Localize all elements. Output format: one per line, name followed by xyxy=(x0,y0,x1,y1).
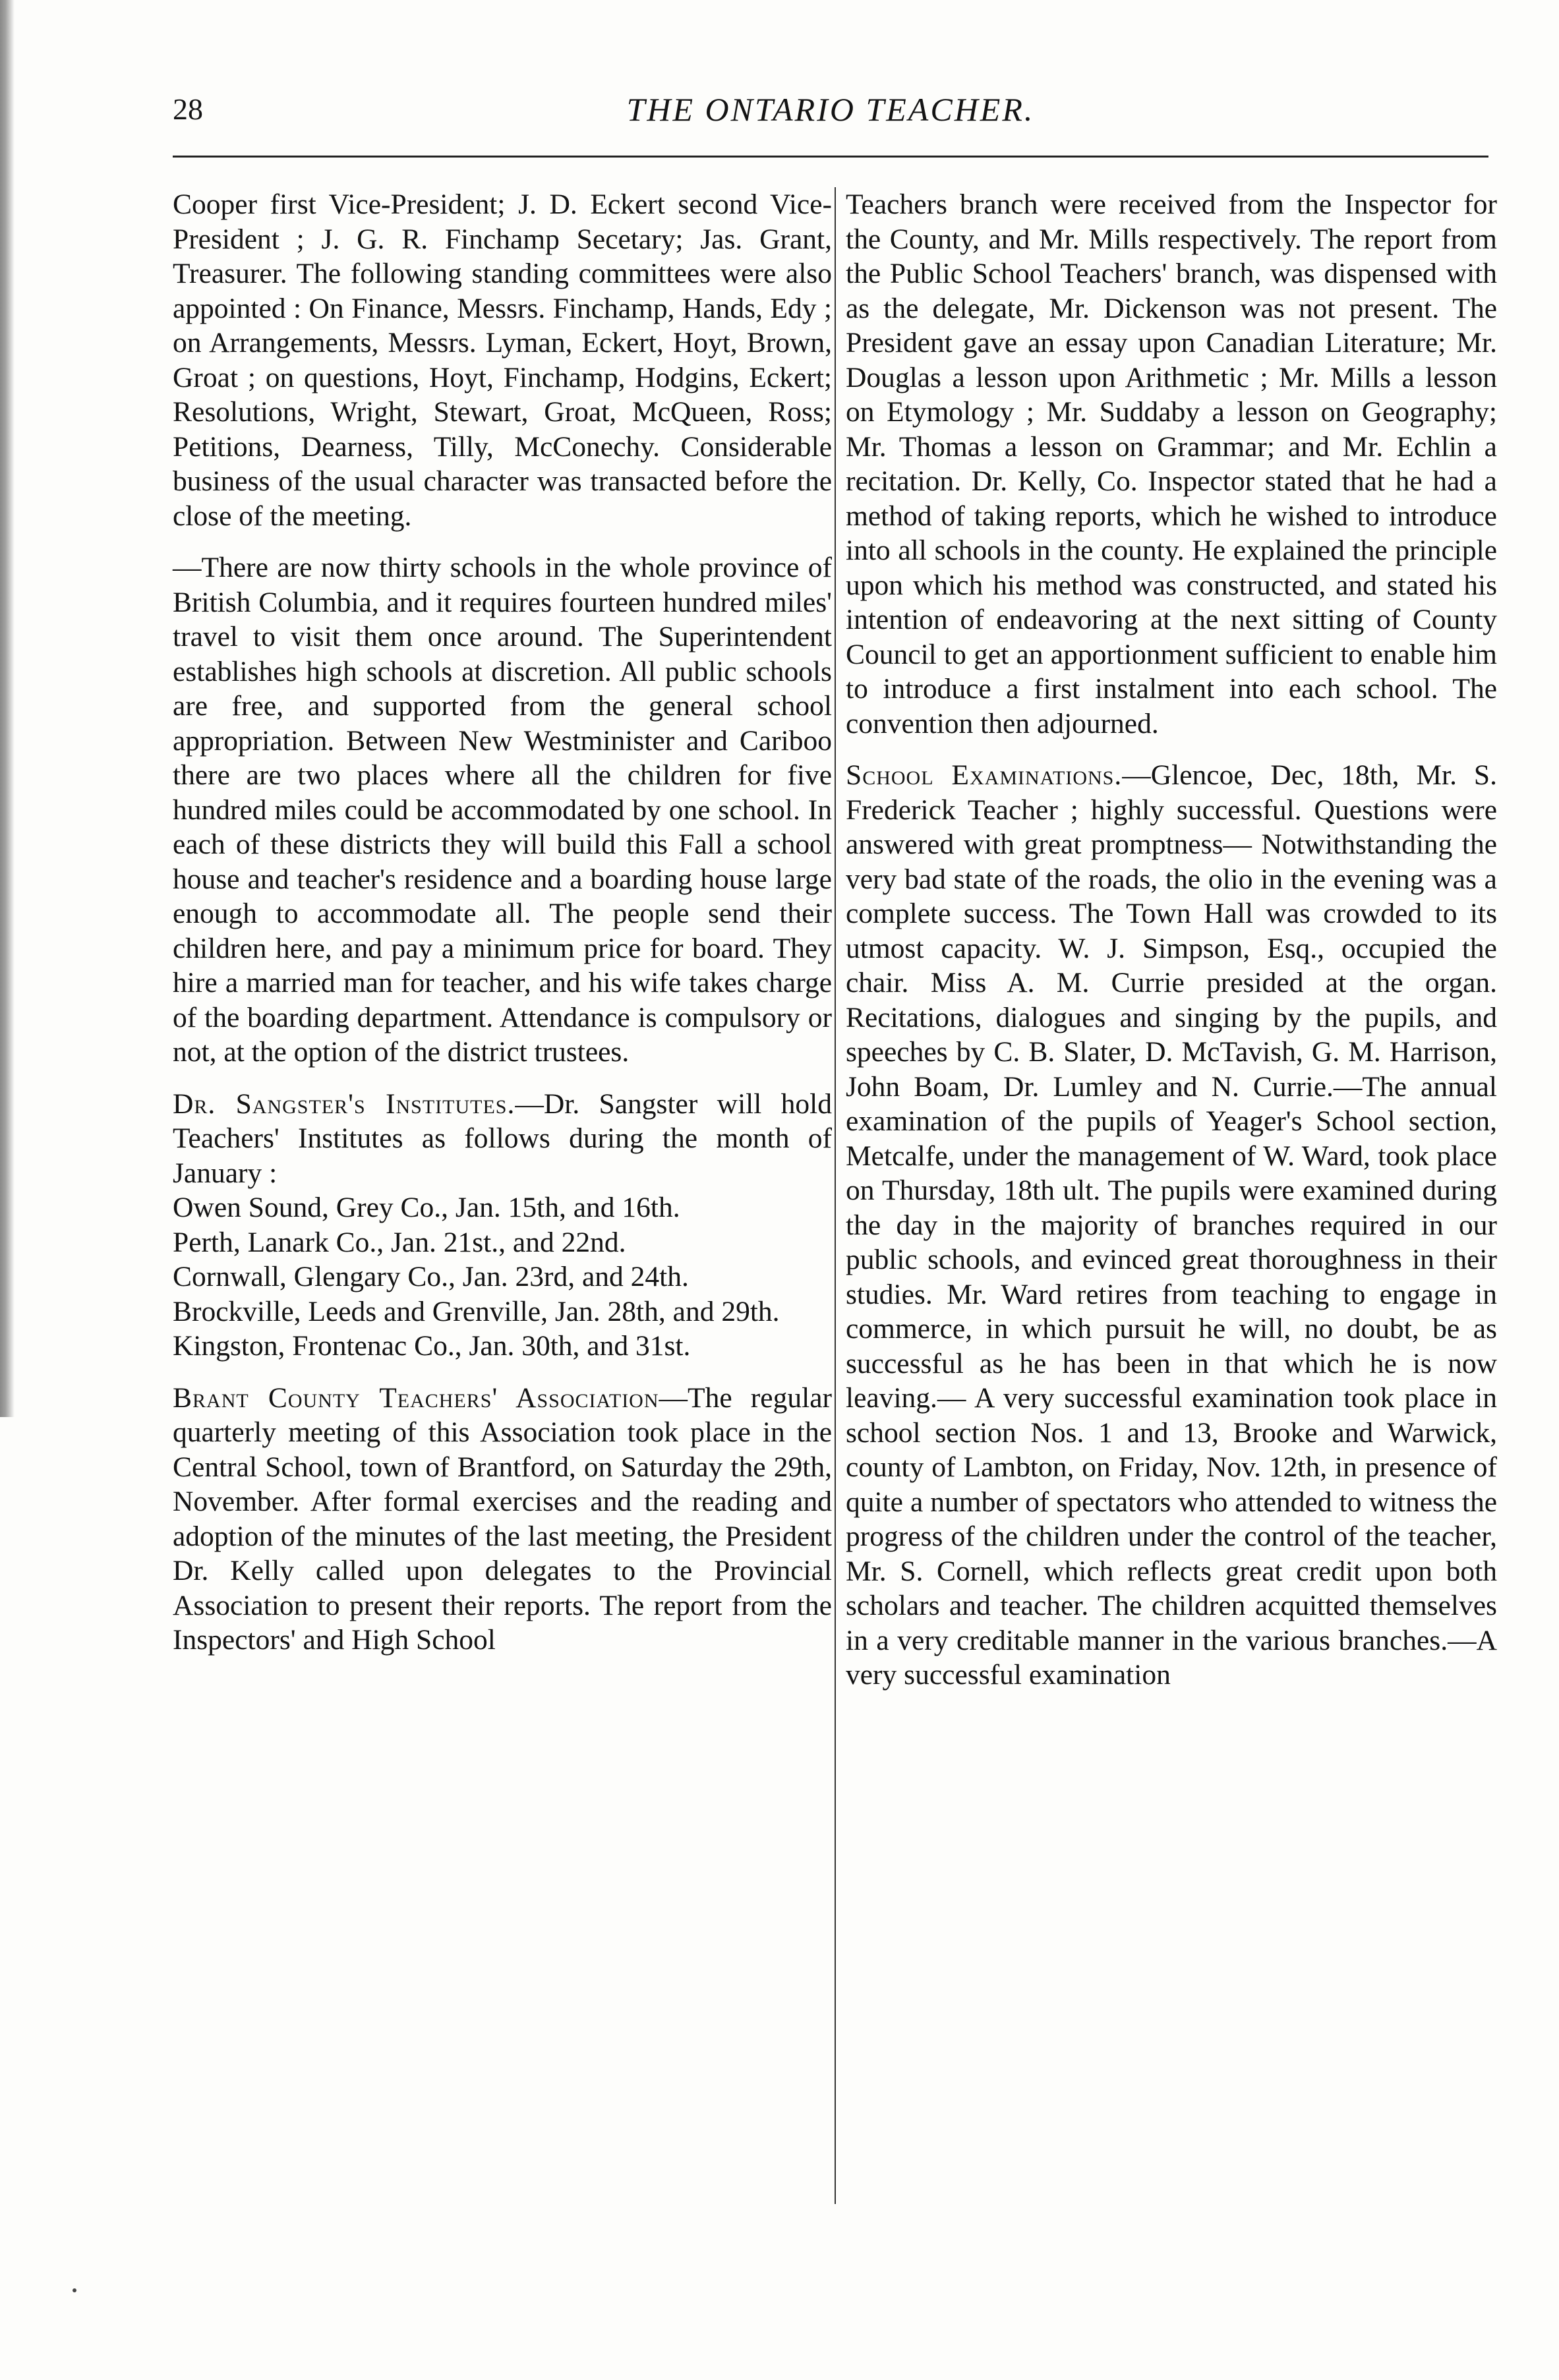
institute-item: Perth, Lanark Co., Jan. 21st., and 22nd. xyxy=(173,1226,626,1258)
page-number: 28 xyxy=(173,92,203,126)
examinations-body: —Glencoe, Dec, 18th, Mr. S. Frederick Teacher ; highly successful. Questions were answered with great promptness— Notwithstanding the very bad state of the roads, the olio in the evening was a complete success. The Town Hall was crowded to its utmost capacity. W. J. Simpson, Esq., occupied the chair. Miss A. M. Currie presided at the organ. Recitations, dialogues and singing by the pupils, and speeches by C. B. Slater, D. McTavish, G. M. Harrison, John Boam, Dr. Lumley and N. Currie.—The annual examination of the pupils of Yeager's School section, Metcalfe, under the management of W. Ward, took place on Thursday, 18th ult. The pupils were examined during the day in the majority of branches required in our public schools, and evinced great thoroughness in their studies. Mr. Ward retires from teaching to engage in commerce, in which pursuit he will, no doubt, be as successful as he has been in that which he is now leaving.— A very successful examination took place in school section Nos. 1 and 13, Brooke and Warwick, county of Lambton, on Friday, Nov. 12th, in presence of quite a number of spectators who attended to witness the progress of the children under the control of the teacher, Mr. S. Cornell, which reflects great credit upon both scholars and teacher. The children acquitted themselves in a very creditable manner in the various branches.—A very successful examination xyxy=(846,759,1497,1691)
examinations-heading: School Examinations. xyxy=(846,759,1123,791)
brant-body: —The regular quarterly meeting of this Association took place in the Central School, town of Brantford, on Saturday the 29th, November. After formal exercises and the reading and adoption of the minutes of the last meeting, the President Dr. Kelly called upon delegates to the Provincial Association to present their reports. The report from the Inspectors' and High School xyxy=(173,1381,832,1656)
print-speck xyxy=(73,2288,76,2292)
committees-paragraph: Cooper first Vice-President; J. D. Eckert second Vice-President ; J. G. R. Finchamp Secetary; Jas. Grant, Treasurer. The following standing committees were also appointed : On Finance, Messrs. Finchamp, Hands, Edy ; on Arrangements, Messrs. Lyman, Eckert, Hoyt, Brown, Groat ; on questions, Hoyt, Finchamp, Hodgins, Eckert; Resolutions, Wright, Stewart, Groat, McQueen, Ross; Petitions, Dearness, Tilly, McConechy. Considerable business of the usual character was transacted before the close of the meeting. xyxy=(173,189,832,532)
page-binding-edge xyxy=(0,0,15,1417)
brant-association-paragraph xyxy=(173,1381,832,1658)
british-columbia-paragraph: —There are now thirty schools in the whole province of British Columbia, and it requires fourteen hundred miles' travel to visit them once around. The Superintendent establishes high schools at discretion. All public schools are free, and supported from the general school appropriation. Between New Westminister and Cariboo there are two places where all the children for five hundred miles could be accommodated by one school. In each of these districts they will build this Fall a school house and teacher's residence and a boarding house large enough to accommodate all. The people send their children here, and pay a minimum price for board. They hire a married man for teacher, and his wife takes charge of the boarding department. Attendance is compulsory or not, at the option of the district trustees. xyxy=(173,552,832,1068)
brant-heading: Brant County Teachers' Association xyxy=(173,1381,659,1414)
school-examinations-paragraph xyxy=(846,758,1497,1693)
right-column xyxy=(846,187,1497,1693)
column-divider xyxy=(835,187,836,2204)
sangster-institutes-paragraph xyxy=(173,1087,832,1191)
teachers-branch-paragraph: Teachers branch were received from the Inspector for the County, and Mr. Mills respectively. The report from the Public School Teachers' branch, was dispensed with as the delegate, Mr. Dickenson was not present. The President gave an essay upon Canadian Literature; Mr. Douglas a lesson upon Arithmetic ; Mr. Mills a lesson on Etymology ; Mr. Suddaby a lesson on Geography; Mr. Thomas a lesson on Grammar; and Mr. Echlin a recitation. Dr. Kelly, Co. Inspector stated that he had a method of taking reports, which he wished to introduce into all schools in the county. He explained the principle upon which his method was constructed, and stated his intention of endeavoring at the next sitting of County Council to get an apportionment sufficient to enable him to introduce a first instalment into each school. The convention then adjourned. xyxy=(846,189,1497,740)
left-column xyxy=(173,187,832,1658)
institute-item: Cornwall, Glengary Co., Jan. 23rd, and 24th. xyxy=(173,1261,689,1292)
header-rule xyxy=(173,156,1488,158)
sangster-heading: Dr. Sangster's Institutes. xyxy=(173,1088,515,1120)
sangster-body: —Dr. Sangster will hold Teachers' Institutes as follows during the month of January : xyxy=(173,1088,832,1189)
institute-item: Owen Sound, Grey Co., Jan. 15th, and 16th. xyxy=(173,1192,680,1223)
institute-item: Brockville, Leeds and Grenville, Jan. 28th, and 29th. xyxy=(173,1295,780,1327)
page-header xyxy=(173,91,1488,137)
institute-item: Kingston, Frontenac Co., Jan. 30th, and 31st. xyxy=(173,1330,691,1362)
running-title: THE ONTARIO TEACHER. xyxy=(626,91,1035,128)
